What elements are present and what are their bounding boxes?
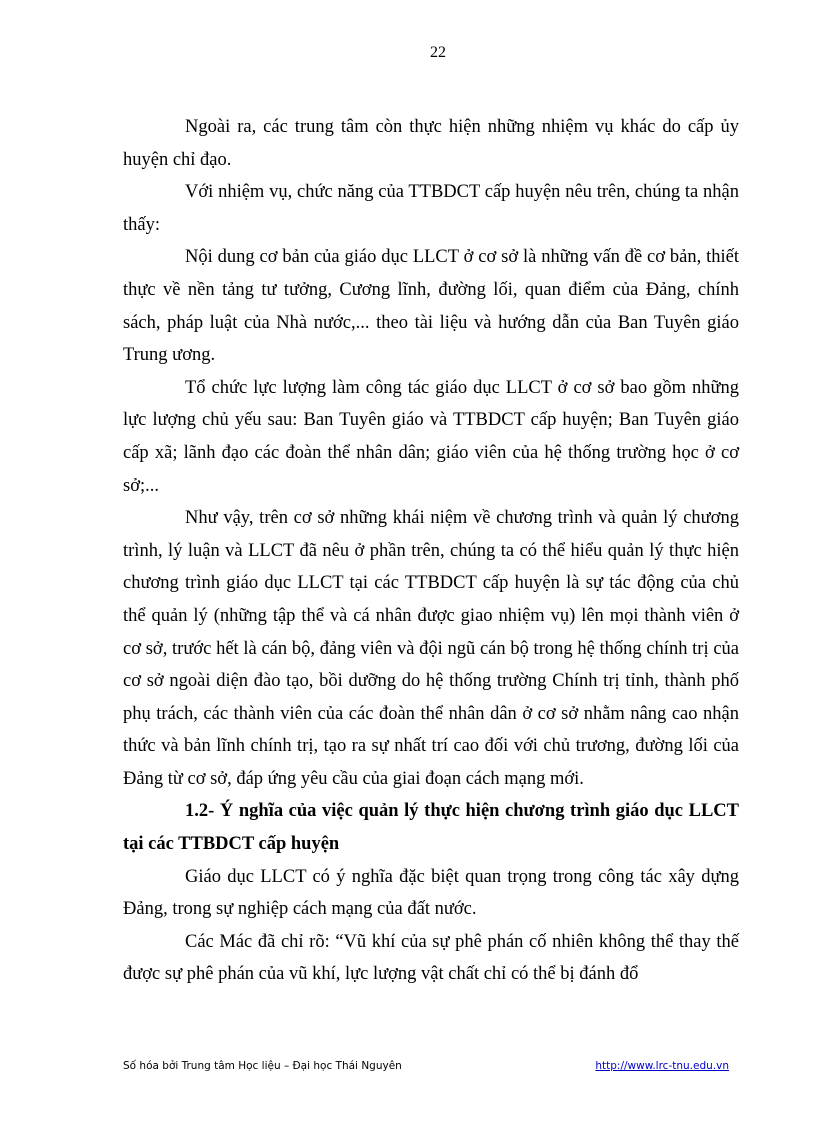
paragraph: Với nhiệm vụ, chức năng của TTBDCT cấp huyện nêu trên, chúng ta nhận thấy: xyxy=(123,182,739,235)
page-number: 22 xyxy=(430,44,446,61)
footer-link[interactable]: http://www.lrc-tnu.edu.vn xyxy=(595,1060,729,1072)
footer-source-text: Số hóa bởi Trung tâm Học liệu – Đại học Thái Nguyên xyxy=(123,1060,402,1072)
document-body xyxy=(123,111,739,991)
paragraph: Ngoài ra, các trung tâm còn thực hiện những nhiệm vụ khác do cấp ủy huyện chỉ đạo. xyxy=(123,117,739,170)
page-footer xyxy=(123,1060,729,1076)
paragraph: Tổ chức lực lượng làm công tác giáo dục LLCT ở cơ sở bao gồm những lực lượng chủ yếu sau: Ban Tuyên giáo và TTBDCT cấp huyện; Ban Tuyên giáo cấp xã; lãnh đạo các đoàn thể nhân dân; giáo viên của hệ thống trường học ở cơ sở;... xyxy=(123,377,739,496)
paragraph: Giáo dục LLCT có ý nghĩa đặc biệt quan trọng trong công tác xây dựng Đảng, trong sự nghiệp cách mạng của đất nước. xyxy=(123,866,739,920)
paragraph: Như vậy, trên cơ sở những khái niệm về chương trình và quản lý chương trình, lý luận và LLCT đã nêu ở phần trên, chúng ta có thể hiểu quản lý thực hiện chương trình giáo dục LLCT tại các TTBDCT cấp huyện là sự tác động của chủ thể quản lý (những tập thể và cá nhân được giao nhiệm vụ) lên mọi thành viên ở cơ sở, trước hết là cán bộ, đảng viên và đội ngũ cán bộ trong hệ thống chính trị của cơ sở ngoài diện đào tạo, bồi dưỡng do hệ thống trường Chính trị tỉnh, thành phố phụ trách, các thành viên của các đoàn thể nhân dân ở cơ sở nhằm nâng cao nhận thức và bản lĩnh chính trị, tạo ra sự nhất trí cao đối với chủ trương, đường lối của Đảng từ cơ sở, đáp ứng yêu cầu của giai đoạn cách mạng mới. xyxy=(123,508,739,789)
paragraph: Nội dung cơ bản của giáo dục LLCT ở cơ sở là những vấn đề cơ bản, thiết thực về nền tảng tư tưởng, Cương lĩnh, đường lối, quan điểm của Đảng, chính sách, pháp luật của Nhà nước,... theo tài liệu và hướng dẫn của Ban Tuyên giáo Trung ương. xyxy=(123,247,739,366)
paragraph: Các Mác đã chỉ rõ: “Vũ khí của sự phê phán cố nhiên không thể thay thế được sự phê phán của vũ khí, lực lượng vật chất chỉ có thể bị đánh đổ xyxy=(123,931,739,985)
section-heading: 1.2- Ý nghĩa của việc quản lý thực hiện chương trình giáo dục LLCT tại các TTBDCT cấp huyện xyxy=(123,801,739,855)
